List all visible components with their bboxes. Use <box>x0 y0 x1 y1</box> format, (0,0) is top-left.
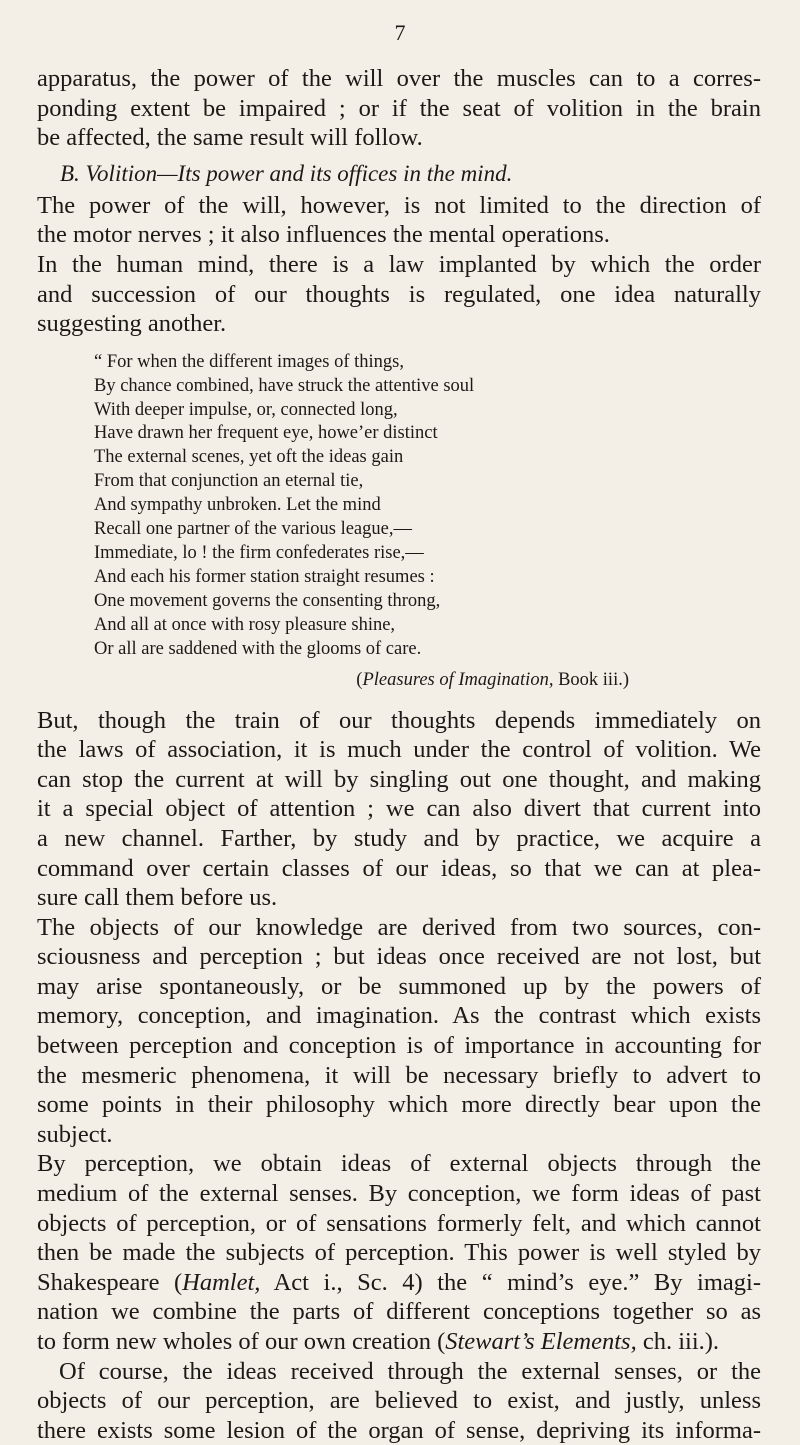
text-line: memory, conception, and imagination. As the contrast which exists <box>37 1002 761 1030</box>
text-line: suggesting another. <box>37 310 227 338</box>
text-line: subject. <box>37 1120 113 1148</box>
text-line: The objects of our knowledge are derived from two sources, con- <box>37 913 761 941</box>
paragraph-4 <box>37 706 761 913</box>
text-line: between perception and conception is of importance in accounting for <box>37 1032 761 1060</box>
paragraph-2 <box>37 191 761 250</box>
poem-line: Immediate, lo ! the firm confederates rise,— <box>94 543 424 563</box>
paragraph-1 <box>37 64 761 153</box>
poem-line: “ For when the different images of things, <box>94 351 404 372</box>
poem-line: The external scenes, yet oft the ideas gain <box>94 447 404 468</box>
text-line: In the human mind, there is a law implanted by which the order <box>37 250 761 278</box>
paragraph-5 <box>37 913 761 1150</box>
text-line: to form new wholes of our own creation (Stewart’s Elements, ch. iii.). <box>37 1328 720 1355</box>
citation-title: Pleasures of Imagination, <box>362 669 554 690</box>
text-line: By perception, we obtain ideas of external objects through the <box>37 1150 761 1178</box>
work-title-stewart: Stewart’s Elements, <box>445 1328 637 1355</box>
text-line: the laws of association, it is much under the control of volition. We <box>37 736 761 764</box>
poem-line: With deeper impulse, or, connected long, <box>94 399 398 420</box>
poem-line: By chance combined, have struck the attentive soul <box>94 375 475 396</box>
paragraph-6 <box>37 1149 761 1356</box>
text-line: the motor nerves ; it also influences the mental operations. <box>37 221 610 249</box>
poem-line: From that conjunction an eternal tie, <box>94 471 364 492</box>
poem-line: And each his former station straight resumes : <box>94 566 435 587</box>
text-line: a new channel. Farther, by study and by practice, we acquire a <box>37 824 761 852</box>
text-line: some points in their philosophy which more directly bear upon the <box>37 1091 761 1119</box>
text-line: the mesmeric phenomena, it will be necessary briefly to advert to <box>37 1061 761 1089</box>
text-line: But, though the train of our thoughts depends immediately on <box>37 706 761 734</box>
paragraph-7 <box>37 1357 761 1445</box>
text-line: then be made the subjects of perception. This power is well styled by <box>37 1239 761 1267</box>
text-line: objects of perception, or of sensations formerly felt, and which cannot <box>37 1209 761 1237</box>
text-line: there exists some lesion of the organ of sense, depriving its informa- <box>37 1416 761 1444</box>
text-line: can stop the current at will by singling out one thought, and making <box>37 765 761 793</box>
text-line: command over certain classes of our ideas, so that we can at plea- <box>37 854 761 882</box>
work-title-hamlet: Hamlet, <box>182 1268 261 1296</box>
poem-line: And sympathy unbroken. Let the mind <box>94 495 381 516</box>
text-line: ponding extent be impaired ; or if the seat of volition in the brain <box>37 94 761 122</box>
text-line: sure call them before us. <box>37 884 278 912</box>
poem-line: One movement governs the consenting throng, <box>94 590 441 611</box>
text-line: medium of the external senses. By conception, we form ideas of past <box>37 1180 761 1208</box>
text-line: it a special object of attention ; we can also divert that current into <box>37 795 761 823</box>
text-line: nation we combine the parts of different conceptions together so as <box>37 1298 761 1326</box>
text-line: objects of our perception, are believed to exist, and justly, unless <box>37 1387 761 1415</box>
section-heading: B. Volition—Its power and its offices in the mind. <box>60 160 513 186</box>
text-line: apparatus, the power of the will over the muscles can to a corres- <box>37 65 761 92</box>
text-line: Of course, the ideas received through the external senses, or the <box>59 1357 761 1385</box>
poem-line: Or all are saddened with the glooms of care. <box>94 638 422 659</box>
poem-citation: (Pleasures of Imagination, Book iii.) <box>356 669 629 690</box>
poem-line: Have drawn her frequent eye, howe’er distinct <box>94 423 438 444</box>
poem-line: And all at once with rosy pleasure shine, <box>94 614 396 635</box>
text-line: and succession of our thoughts is regulated, one idea naturally <box>37 280 761 308</box>
paragraph-3 <box>37 250 761 339</box>
text-column <box>37 64 761 1445</box>
text-line: be affected, the same result will follow. <box>37 124 423 152</box>
text-line: Shakespeare (Hamlet, Act i., Sc. 4) the “ mind’s eye.” By imagi- <box>37 1268 761 1296</box>
poem-quotation <box>94 351 761 662</box>
page-number: 7 <box>394 20 406 45</box>
poem-line: Recall one partner of the various league,— <box>94 519 412 540</box>
text-line: The power of the will, however, is not limited to the direction of <box>37 191 761 219</box>
text-line: may arise spontaneously, or be summoned up by the powers of <box>37 972 761 1000</box>
text-line: sciousness and perception ; but ideas once received are not lost, but <box>37 943 761 971</box>
